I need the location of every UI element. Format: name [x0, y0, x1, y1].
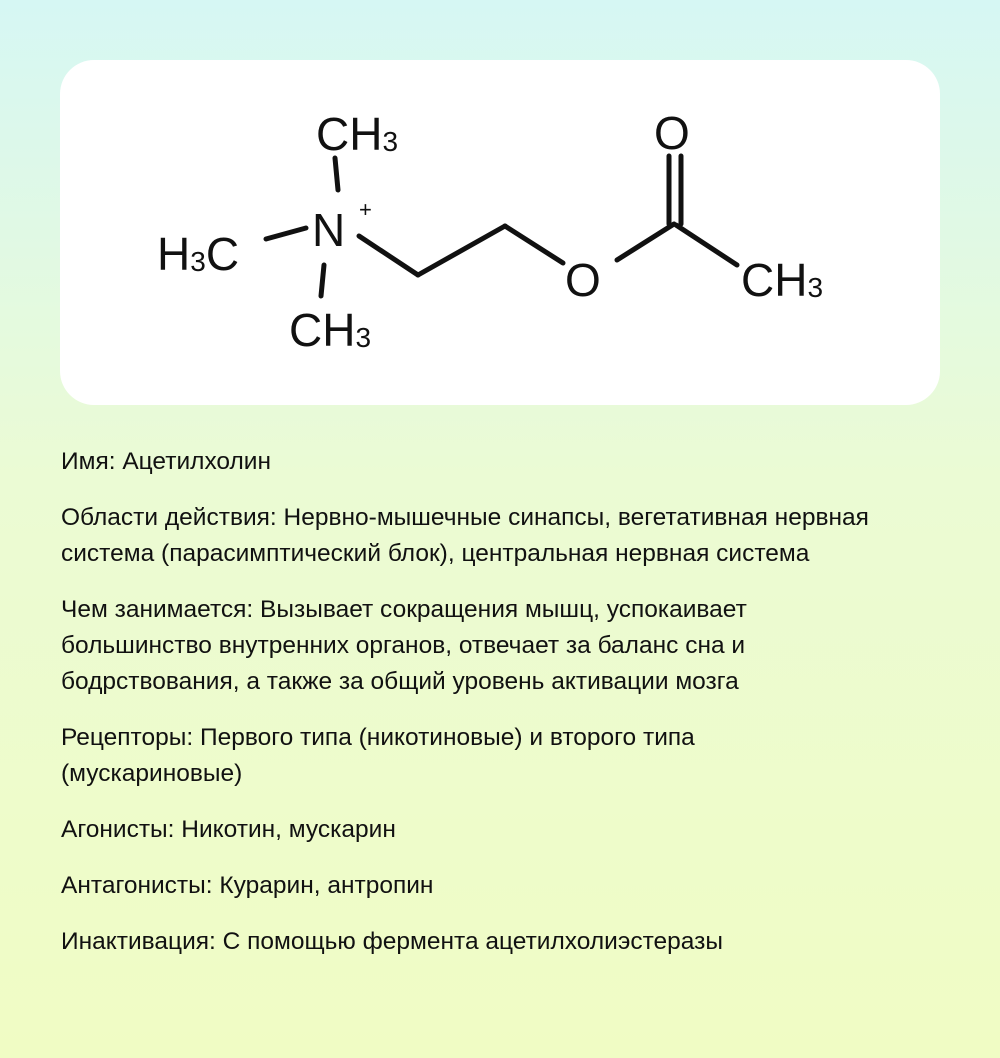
acetylcholine-structure	[60, 60, 940, 405]
agonists-value: Никотин, мускарин	[174, 816, 396, 843]
n-charge-label: +	[359, 197, 372, 222]
receptors-row	[61, 720, 791, 792]
ch3-right-label: CH3	[741, 254, 824, 306]
h3c-left-label: H3C	[157, 228, 240, 280]
areas-label: Области действия:	[61, 504, 277, 531]
bond-n-ch2	[359, 236, 418, 275]
ester-o-label: O	[565, 254, 601, 306]
bond-n-ch3-top	[335, 158, 338, 190]
n-label: N	[312, 204, 346, 256]
agonists-label: Агонисты:	[61, 816, 175, 843]
receptors-value: Первого типа (никотиновые) и второго типа (мускариновые)	[61, 724, 695, 787]
inactivation-row	[61, 924, 921, 960]
agonists-row	[61, 812, 861, 848]
name-value: Ацетилхолин	[115, 448, 272, 475]
name-row	[61, 444, 661, 480]
bond-n-ch3-bottom	[321, 265, 324, 296]
info-section	[61, 444, 941, 980]
inactivation-value: С помощью фермента ацетилхолиэстеразы	[215, 928, 723, 955]
inactivation-label: Инактивация:	[61, 928, 216, 955]
bond-ch2-ch2	[418, 226, 505, 275]
function-label: Чем занимается:	[61, 596, 254, 623]
bond-o-c	[617, 224, 674, 260]
bond-c-ch3	[676, 225, 737, 265]
areas-value: Нервно-мышечные синапсы, вегетативная нервная система (парасимптический блок), центральная нервная система	[61, 504, 869, 567]
antagonists-value: Курарин, антропин	[212, 872, 434, 899]
antagonists-row	[61, 868, 861, 904]
function-value: Вызывает сокращения мышц, успокаивает большинство внутренних органов, отвечает за баланс сна и бодрствования, а также за общий уровень активации мозга	[61, 596, 747, 695]
carbonyl-o-label: O	[654, 107, 690, 159]
bond-ch2-o	[505, 226, 563, 263]
receptors-label: Рецепторы:	[61, 724, 194, 751]
function-row	[61, 592, 861, 700]
ch3-top-label: CH3	[316, 108, 399, 160]
name-label: Имя:	[61, 448, 116, 475]
ch3-bottom-label: CH3	[289, 304, 372, 356]
molecule-card	[60, 60, 940, 405]
areas-row	[61, 500, 906, 572]
antagonists-label: Антагонисты:	[61, 872, 213, 899]
bond-n-h3c-left	[266, 228, 306, 239]
